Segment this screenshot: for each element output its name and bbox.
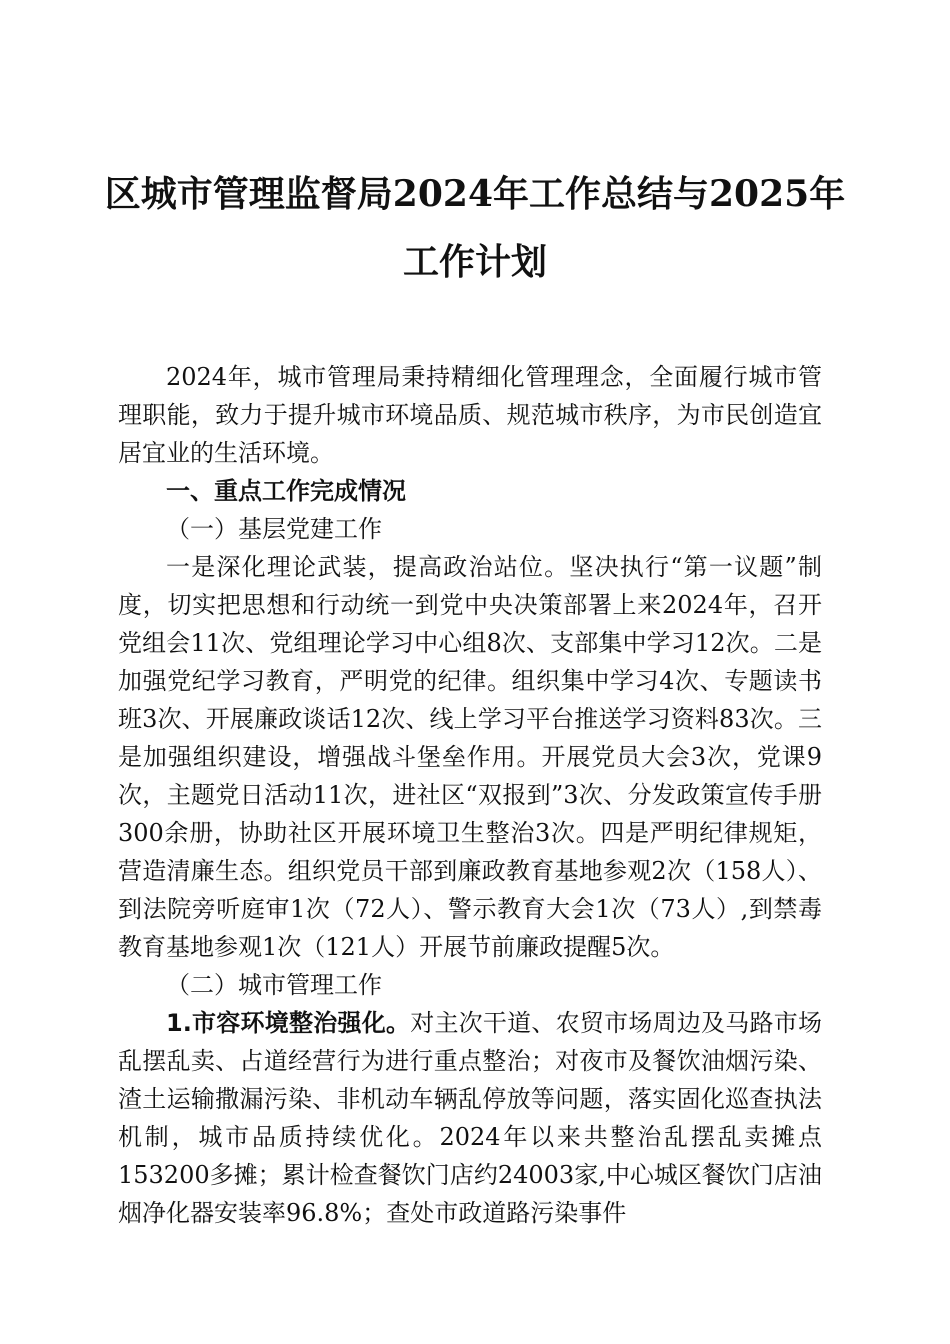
subsection-1-heading: （一）基层党建工作 <box>166 515 382 543</box>
subsection-1-paragraph: 一是深化理论武装，提高政治站位。坚决执行“第一议题”制度，切实把思想和行动统一到党中央决策部署上来2024年，召开党组会11次、党组理论学习中心组8次、支部集中学习12次。二是加强党纪学习教育，严明党的纪律。组织集中学习4次、专题读书班3次、开展廉政谈话12次、线上学习平台推送学习资料83次。三是加强组织建设，增强战斗堡垒作用。开展党员大会3次，党课9次，主题党日活动11次，进社区“双报到”3次、分发政策宣传手册300余册，协助社区开展环境卫生整治3次。四是严明纪律规矩，营造清廉生态。组织党员干部到廉政教育基地参观2次（158人）、到法院旁听庭审1次（72人）、警示教育大会1次（73人）,到禁毒教育基地参观1次（121人）开展节前廉政提醒5次。 <box>118 553 822 961</box>
document-body <box>118 358 822 1232</box>
item-1-text: 对主次干道、农贸市场周边及马路市场乱摆乱卖、占道经营行为进行重点整治；对夜市及餐饮油烟污染、渣土运输撒漏污染、非机动车辆乱停放等问题，落实固化巡查执法机制，城市品质持续优化。2024年以来共整治乱摆乱卖摊点153200多摊；累计检查餐饮门店约24003家,中心城区餐饮门店油烟净化器安装率96.8%；查处市政道路污染事件 <box>118 1009 823 1227</box>
subsection-2-item-1 <box>118 1004 822 1232</box>
document-title-line-2: 工作计划 <box>402 241 547 283</box>
document-title-line-1: 区城市管理监督局2024年工作总结与2025年 <box>104 173 846 215</box>
item-1-lead: 1.市容环境整治强化。 <box>166 1009 411 1037</box>
intro-paragraph: 2024年，城市管理局秉持精细化管理理念，全面履行城市管理职能，致力于提升城市环境品质、规范城市秩序，为市民创造宜居宜业的生活环境。 <box>118 363 822 467</box>
section-1-heading: 一、重点工作完成情况 <box>166 477 406 505</box>
subsection-2-heading: （二）城市管理工作 <box>166 971 382 999</box>
